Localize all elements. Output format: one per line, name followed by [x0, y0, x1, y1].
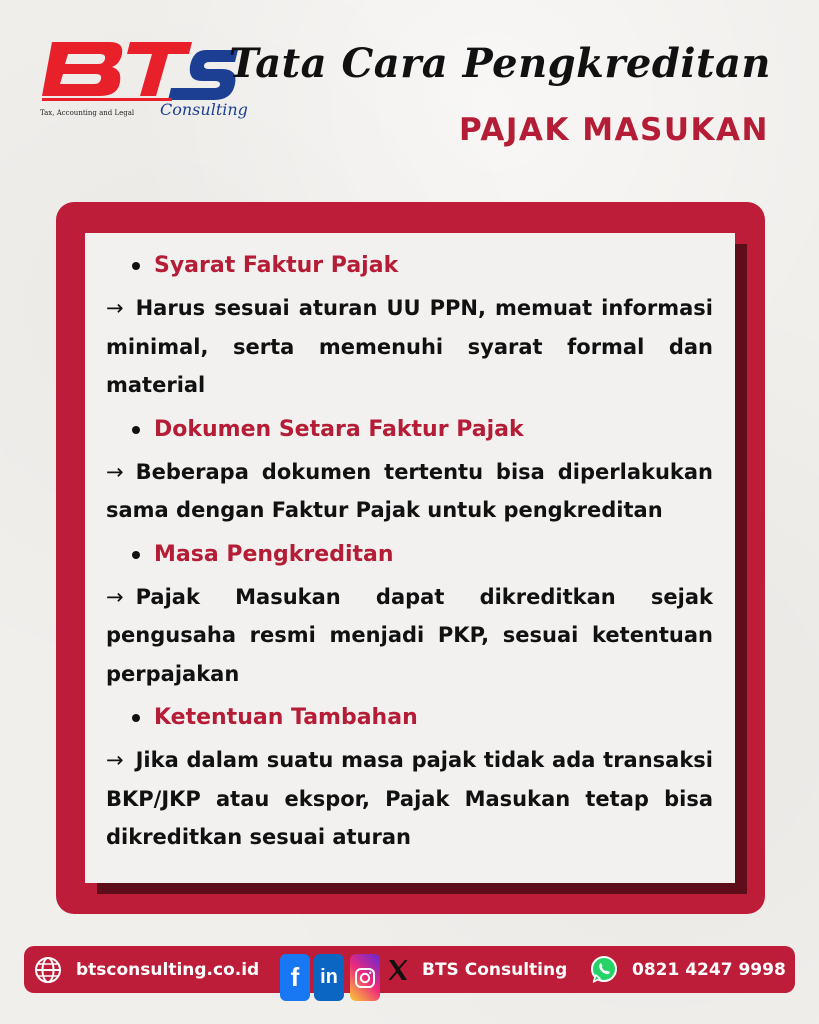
instagram-icon[interactable]	[350, 954, 380, 1001]
item-masa-pengkreditan	[106, 540, 713, 694]
item-description	[106, 289, 713, 405]
page-title: Tata Cara Pengkreditan	[228, 40, 771, 87]
item-ketentuan-tambahan	[106, 703, 713, 857]
item-description	[106, 453, 713, 530]
facebook-icon[interactable]: f	[280, 954, 310, 1001]
arrow-icon: →	[106, 584, 124, 609]
item-description	[106, 578, 713, 694]
item-description-text: Jika dalam suatu masa pajak tidak ada transaksi BKP/JKP atau ekspor, Pajak Masukan tetap bisa dikreditkan sesuai aturan	[106, 748, 713, 849]
item-title: Ketentuan Tambahan	[154, 703, 713, 733]
arrow-icon: →	[106, 459, 124, 484]
website-link[interactable]: btsconsulting.co.id	[76, 959, 260, 980]
page-subtitle: PAJAK MASUKAN	[458, 112, 769, 148]
phone-number[interactable]: 0821 4247 9998	[632, 959, 786, 980]
arrow-icon: →	[106, 296, 124, 320]
linkedin-icon[interactable]: in	[314, 954, 344, 1001]
item-description-text: Pajak Masukan dapat dikreditkan sejak pengusaha resmi menjadi PKP, sesuai ketentuan perpajakan	[106, 584, 713, 686]
footer-bar	[24, 946, 795, 993]
item-title: Masa Pengkreditan	[154, 540, 713, 570]
item-title: Syarat Faktur Pajak	[154, 251, 713, 281]
logo-tagline: Tax, Accounting and Legal	[40, 109, 135, 117]
item-description	[106, 741, 713, 857]
x-icon[interactable]	[383, 946, 413, 993]
item-description-text: Beberapa dokumen tertentu bisa diperlakukan sama dengan Faktur Pajak untuk pengkreditan	[106, 459, 713, 522]
bts-logo	[38, 36, 248, 128]
item-description-text: Harus sesuai aturan UU PPN, memuat informasi minimal, serta memenuhi syarat formal dan material	[106, 296, 713, 397]
item-title: Dokumen Setara Faktur Pajak	[154, 415, 713, 445]
globe-icon	[33, 946, 63, 993]
item-dokumen-setara	[106, 415, 713, 530]
content-card	[85, 233, 735, 883]
whatsapp-icon[interactable]	[589, 946, 619, 993]
brand-name[interactable]: BTS Consulting	[422, 959, 568, 980]
item-syarat-faktur-pajak	[106, 251, 713, 405]
logo-consulting-text: Consulting	[160, 100, 248, 119]
arrow-icon: →	[106, 748, 124, 772]
